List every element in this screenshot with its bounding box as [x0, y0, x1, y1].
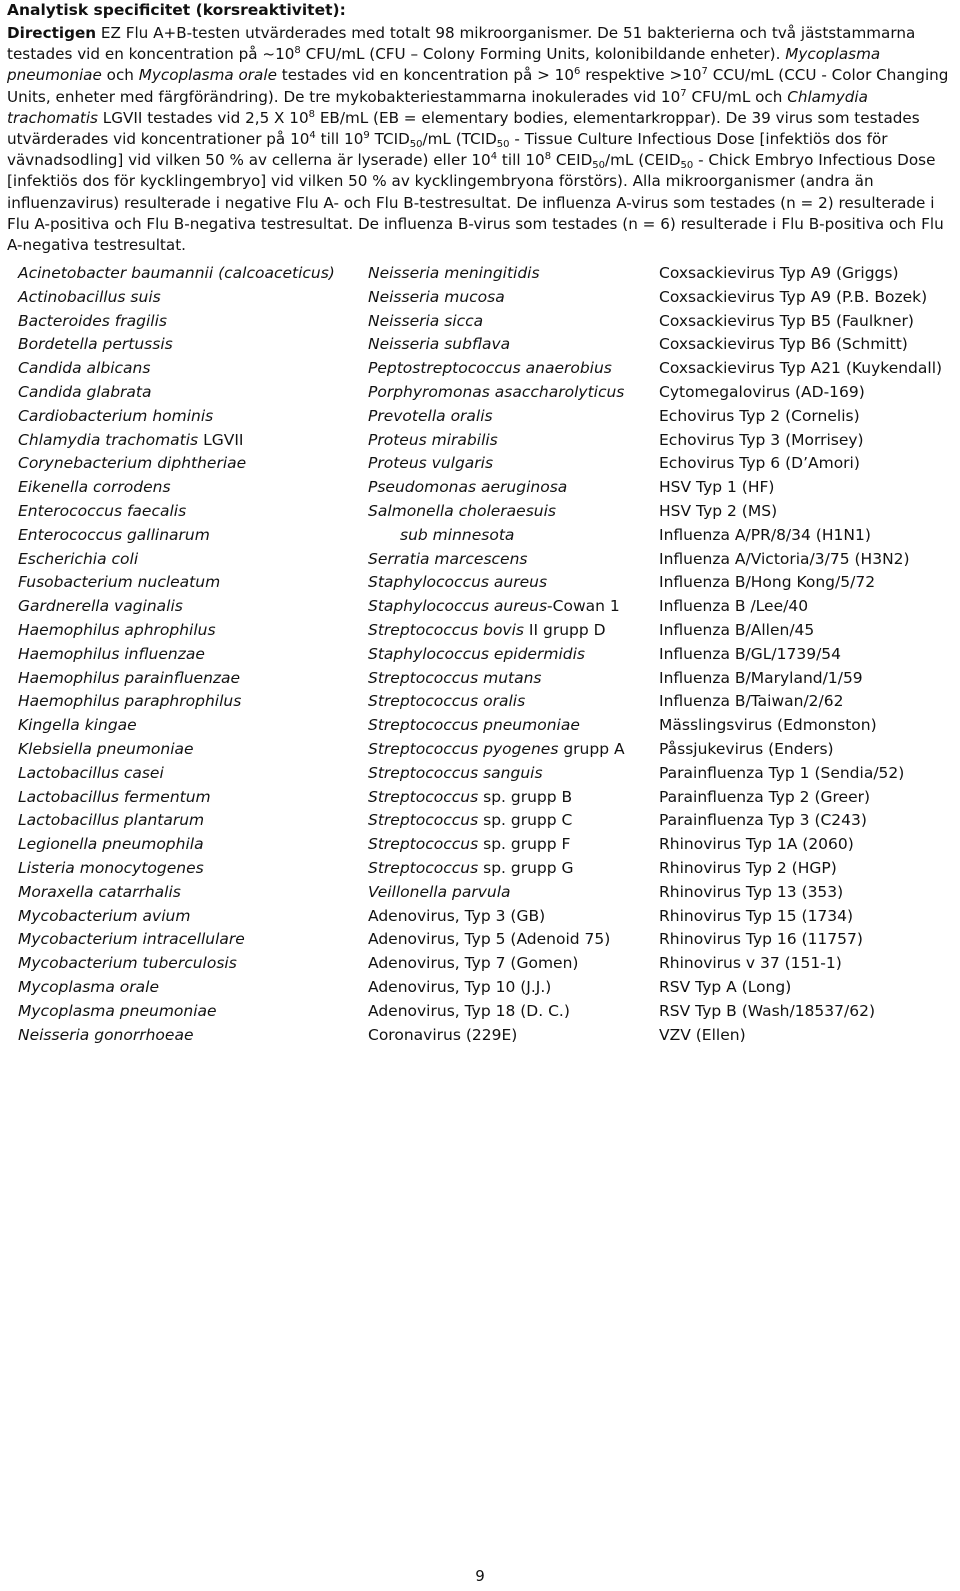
organism-name-segment: Adenovirus, Typ 10 (J.J.)	[368, 977, 552, 996]
intro-text-run: 50	[409, 139, 423, 151]
intro-text-run: LGVII testades vid 2,5 X 10	[97, 108, 309, 127]
organism-name-segment: Haemophilus influenzae	[18, 644, 205, 663]
organism-name-segment: Parainfluenza Typ 2 (Greer)	[659, 787, 871, 806]
organism-name-segment: Påssjukevirus (Enders)	[659, 739, 834, 758]
intro-text-run: till 10	[315, 130, 364, 149]
organism-item	[368, 643, 625, 667]
organism-name-segment: Lactobacillus casei	[18, 763, 164, 782]
organism-name-segment: Coxsackievirus Typ A9 (Griggs)	[659, 264, 899, 282]
organism-item	[659, 571, 942, 595]
organism-item	[659, 500, 942, 524]
organism-name-segment: sp. grupp B	[478, 787, 573, 806]
organism-name-segment: Streptococcus	[368, 858, 479, 877]
organism-item	[18, 952, 335, 976]
organism-item	[368, 1000, 625, 1024]
organism-column-1	[18, 262, 335, 1047]
organism-item	[18, 381, 335, 405]
intro-text-run: - Tissue Culture Infectious Dose [infektiös dos för vävnadsodling] vid vilken 50 % av cellerna är lyserade) eller 10	[7, 130, 888, 170]
organism-item	[18, 357, 335, 381]
organism-item	[368, 595, 625, 619]
organism-item	[18, 905, 335, 929]
organism-item	[659, 976, 942, 1000]
organism-item	[659, 1024, 942, 1048]
organism-item	[368, 381, 625, 405]
organism-item	[18, 571, 335, 595]
organism-item	[659, 524, 942, 548]
organism-name-segment: Coxsackievirus Typ B6 (Schmitt)	[659, 335, 908, 354]
organism-item	[368, 548, 625, 572]
intro-text-run: respektive >10	[580, 66, 702, 85]
organism-name-segment: Proteus vulgaris	[368, 454, 494, 473]
organism-item	[18, 619, 335, 643]
organism-name-segment: Enterococcus gallinarum	[18, 525, 210, 544]
organism-name-segment: Streptococcus	[368, 787, 479, 806]
organism-name-segment: Staphylococcus epidermidis	[368, 644, 585, 663]
organism-name-segment: Neisseria meningitidis	[368, 264, 540, 282]
organism-item	[659, 1000, 942, 1024]
organism-item	[368, 952, 625, 976]
organism-name-segment: Rhinovirus Typ 2 (HGP)	[659, 858, 837, 877]
organism-name-segment: Lactobacillus fermentum	[18, 787, 211, 806]
organism-item	[18, 643, 335, 667]
organism-item	[659, 619, 942, 643]
organism-item	[659, 881, 942, 905]
organism-name-segment: Mycoplasma orale	[18, 977, 159, 996]
organism-name-segment: Streptococcus pneumoniae	[368, 716, 580, 735]
organism-column-3	[659, 262, 942, 1047]
organism-item	[659, 595, 942, 619]
organism-name-segment: Cytomegalovirus (AD-169)	[659, 382, 865, 401]
organism-item	[659, 476, 942, 500]
organism-item	[368, 357, 625, 381]
organism-name-segment: Rhinovirus Typ 16 (11757)	[659, 930, 863, 949]
organism-name-segment: Klebsiella pneumoniae	[18, 739, 194, 758]
organism-name-segment: Bacteroides fragilis	[18, 311, 167, 330]
organism-item	[659, 452, 942, 476]
organism-item	[18, 1000, 335, 1024]
organism-item	[18, 714, 335, 738]
organism-name-segment: Coxsackievirus Typ B5 (Faulkner)	[659, 311, 914, 330]
organism-name-segment: -Cowan 1	[547, 597, 620, 616]
organism-name-segment: LGVII	[198, 430, 244, 449]
intro-paragraph	[7, 23, 953, 256]
organism-item	[18, 857, 335, 881]
organism-name-segment: VZV (Ellen)	[659, 1025, 746, 1044]
intro-text-run: 4	[490, 151, 498, 163]
organism-item	[659, 809, 942, 833]
organism-name-segment: Candida albicans	[18, 359, 151, 378]
organism-name-segment: Streptococcus pyogenes	[368, 739, 559, 758]
organism-item	[18, 928, 335, 952]
organism-item	[368, 619, 625, 643]
organism-item	[368, 809, 625, 833]
organism-name-segment: Streptococcus bovis	[368, 620, 524, 639]
intro-text-run: 6	[574, 66, 581, 78]
organism-name-segment: Escherichia coli	[18, 549, 139, 568]
organism-item	[659, 357, 942, 381]
organism-name-segment: Pseudomonas aeruginosa	[368, 478, 568, 497]
organism-name-segment: Candida glabrata	[18, 382, 152, 401]
organism-name-segment: Influenza B/Maryland/1/59	[659, 668, 863, 687]
organism-item	[368, 571, 625, 595]
organism-item	[659, 690, 942, 714]
organism-item	[18, 405, 335, 429]
organism-name-segment: Fusobacterium nucleatum	[18, 573, 221, 592]
organism-item	[18, 595, 335, 619]
organism-item	[368, 976, 625, 1000]
organism-name-segment: RSV Typ B (Wash/18537/62)	[659, 1001, 875, 1020]
intro-text-run: CFU/mL och	[686, 87, 788, 106]
organism-item	[18, 476, 335, 500]
organism-name-segment: Peptostreptococcus anaerobius	[368, 359, 612, 378]
organism-item	[659, 714, 942, 738]
organism-name-segment: Rhinovirus Typ 15 (1734)	[659, 906, 854, 925]
organism-item	[368, 928, 625, 952]
organism-name-segment: Serratia marcescens	[368, 549, 528, 568]
organism-item	[18, 809, 335, 833]
organism-item	[368, 881, 625, 905]
organism-name-segment: sub minnesota	[400, 525, 515, 544]
organism-item	[659, 429, 942, 453]
organism-name-segment: HSV Typ 1 (HF)	[659, 478, 775, 497]
organism-name-segment: Adenovirus, Typ 18 (D. C.)	[368, 1001, 570, 1020]
organism-name-segment: Eikenella corrodens	[18, 478, 171, 497]
organism-name-segment: Influenza B/Allen/45	[659, 620, 815, 639]
organism-item	[18, 500, 335, 524]
organism-item	[368, 833, 625, 857]
organism-item	[659, 548, 942, 572]
intro-text-run: Mycoplasma pneumoniae	[7, 45, 881, 85]
organism-name-segment: Rhinovirus v 37 (151-1)	[659, 954, 842, 973]
organism-name-segment: sp. grupp F	[478, 835, 571, 854]
intro-text-run: 8	[294, 45, 301, 57]
organism-item	[18, 833, 335, 857]
organism-name-segment: Salmonella choleraesuis	[368, 501, 556, 520]
organism-name-segment: Adenovirus, Typ 7 (Gomen)	[368, 954, 579, 973]
intro-text-run: 50	[680, 160, 694, 172]
organism-item	[659, 405, 942, 429]
organism-name-segment: Haemophilus paraphrophilus	[18, 692, 242, 711]
intro-text-run: Directigen	[7, 24, 97, 42]
organism-item	[18, 881, 335, 905]
organism-item	[18, 690, 335, 714]
organism-item	[659, 381, 942, 405]
organism-name-segment: HSV Typ 2 (MS)	[659, 501, 778, 520]
organism-item	[368, 262, 625, 286]
organism-name-segment: Cardiobacterium hominis	[18, 406, 214, 425]
organism-name-segment: Proteus mirabilis	[368, 430, 498, 449]
organism-name-segment: Staphylococcus aureus	[368, 573, 548, 592]
organism-item	[18, 976, 335, 1000]
organism-name-segment: Streptococcus	[368, 835, 479, 854]
organism-name-segment: Parainfluenza Typ 1 (Sendia/52)	[659, 763, 905, 782]
organism-item	[659, 952, 942, 976]
intro-text-run: 9	[363, 130, 370, 142]
organism-item	[18, 667, 335, 691]
organism-name-segment: Legionella pneumophila	[18, 835, 204, 854]
organism-name-segment: Prevotella oralis	[368, 406, 493, 425]
organism-item	[368, 905, 625, 929]
intro-text-run: /mL (CEID	[605, 151, 681, 170]
organism-name-segment: Haemophilus parainfluenzae	[18, 668, 241, 687]
organism-name-segment: Neisseria mucosa	[368, 287, 505, 306]
organism-name-segment: Adenovirus, Typ 5 (Adenoid 75)	[368, 930, 611, 949]
intro-text-run: /mL (TCID	[422, 130, 497, 149]
organism-name-segment: Actinobacillus suis	[18, 287, 161, 306]
organism-name-segment: Streptococcus oralis	[368, 692, 526, 711]
organism-name-segment: Porphyromonas asaccharolyticus	[368, 382, 625, 401]
intro-text-run: Chlamydia trachomatis	[7, 87, 868, 127]
organism-name-segment: Enterococcus faecalis	[18, 501, 187, 520]
organism-name-segment: Influenza A/PR/8/34 (H1N1)	[659, 525, 871, 544]
organism-item	[368, 1024, 625, 1048]
intro-text-run: CCU/mL (CCU - Color Changing Units, enheter med färgförändring). De tre mykobakteriestammarna inokulerades vid 10	[7, 66, 949, 106]
organism-item	[368, 476, 625, 500]
organism-name-segment: Streptococcus sanguis	[368, 763, 543, 782]
organism-name-segment: Influenza A/Victoria/3/75 (H3N2)	[659, 549, 910, 568]
organism-name-segment: Neisseria gonorrhoeae	[18, 1025, 194, 1044]
organism-name-segment: Adenovirus, Typ 3 (GB)	[368, 906, 546, 925]
organism-name-segment: Kingella kingae	[18, 716, 137, 735]
organism-name-segment: sp. grupp C	[478, 811, 573, 830]
organism-item	[368, 786, 625, 810]
intro-text-run: CEID	[551, 151, 593, 170]
organism-name-segment: Lactobacillus plantarum	[18, 811, 205, 830]
organism-item	[18, 738, 335, 762]
organism-item	[368, 762, 625, 786]
organism-name-segment: Mycoplasma pneumoniae	[18, 1001, 217, 1020]
organism-item	[368, 452, 625, 476]
organism-name-segment: Bordetella pertussis	[18, 335, 173, 354]
organism-name-segment: Parainfluenza Typ 3 (C243)	[659, 811, 867, 830]
organism-item	[659, 762, 942, 786]
organism-name-segment: Coxsackievirus Typ A9 (P.B. Bozek)	[659, 287, 928, 306]
organism-name-segment: Mycobacterium intracellulare	[18, 930, 245, 949]
organism-item	[659, 310, 942, 334]
organism-name-segment: Echovirus Typ 2 (Cornelis)	[659, 406, 860, 425]
organism-column-2	[368, 262, 625, 1047]
organism-name-segment: Mycobacterium avium	[18, 906, 191, 925]
organism-item	[368, 690, 625, 714]
organism-name-segment: Streptococcus	[368, 811, 479, 830]
organism-item	[368, 286, 625, 310]
organism-item	[368, 857, 625, 881]
organism-name-segment: Influenza B /Lee/40	[659, 597, 809, 616]
organism-name-segment: grupp A	[558, 739, 625, 758]
organism-name-segment: Coronavirus (229E)	[368, 1025, 518, 1044]
intro-text-run: 4	[309, 130, 316, 142]
organism-name-segment: Chlamydia trachomatis	[18, 430, 199, 449]
organism-item	[18, 762, 335, 786]
intro-text-run: TCID	[369, 130, 410, 149]
organism-item	[368, 333, 625, 357]
organism-name-segment: Haemophilus aphrophilus	[18, 620, 216, 639]
intro-text-run: CFU/mL (CFU – Colony Forming Units, kolonibildande enheter).	[300, 45, 786, 64]
organism-item	[659, 667, 942, 691]
organism-name-segment: Influenza B/Taiwan/2/62	[659, 692, 844, 711]
organism-name-segment: Moraxella catarrhalis	[18, 882, 181, 901]
organism-item	[368, 405, 625, 429]
organism-item	[368, 524, 625, 548]
organism-item	[368, 429, 625, 453]
organism-name-segment: Echovirus Typ 3 (Morrisey)	[659, 430, 864, 449]
intro-text-run: 7	[701, 66, 708, 78]
organism-item	[659, 262, 942, 286]
organism-name-segment: Corynebacterium diphtheriae	[18, 454, 247, 473]
organism-item	[659, 643, 942, 667]
organism-item	[368, 310, 625, 334]
organism-item	[18, 310, 335, 334]
intro-text-run: - Chick Embryo Infectious Dose [infektiös dos för kycklingembryo] vid vilken 50 % av kycklingembryona förstörs). Alla mikroorganismer (andra än influenzavirus) resulterade i negative Flu A- och Flu B-testresultat. De influenza A-virus som testades (n = 2) resulterade i Flu A-positiva och Flu B-negativa testresultat. De influenza B-virus som testades (n = 6) resulterade i Flu B-positiva och Flu A-negativa testresultat.	[7, 151, 944, 255]
intro-text-run: 50	[496, 139, 510, 151]
organism-item	[18, 786, 335, 810]
intro-text-run: och	[101, 66, 139, 85]
organism-name-segment: Coxsackievirus Typ A21 (Kuykendall)	[659, 359, 943, 378]
intro-text-run: testades vid en koncentration på > 10	[276, 66, 574, 85]
organism-item	[368, 667, 625, 691]
organism-name-segment: Influenza B/Hong Kong/5/72	[659, 573, 876, 592]
organism-item	[368, 714, 625, 738]
organism-name-segment: Staphylococcus aureus	[368, 597, 548, 616]
organism-name-segment: Veillonella parvula	[368, 882, 511, 901]
organism-name-segment: Neisseria sicca	[368, 311, 484, 330]
organism-name-segment: Echovirus Typ 6 (D’Amori)	[659, 454, 860, 473]
organism-name-segment: Gardnerella vaginalis	[18, 597, 183, 616]
organism-name-segment: sp. grupp G	[478, 858, 574, 877]
organism-item	[18, 262, 335, 286]
intro-text-run: Mycoplasma orale	[138, 66, 277, 85]
organism-item	[18, 1024, 335, 1048]
intro-text-run: 8	[544, 151, 552, 163]
organism-item	[659, 786, 942, 810]
organism-item	[368, 738, 625, 762]
organism-item	[659, 905, 942, 929]
organism-name-segment: Listeria monocytogenes	[18, 858, 204, 877]
organism-name-segment: Influenza B/GL/1739/54	[659, 644, 842, 663]
organism-item	[18, 333, 335, 357]
organism-name-segment: Neisseria subflava	[368, 335, 511, 354]
page-number: 9	[475, 1567, 485, 1585]
organism-item	[659, 286, 942, 310]
organism-item	[18, 429, 335, 453]
organism-item	[659, 928, 942, 952]
organism-name-segment: Rhinovirus Typ 13 (353)	[659, 882, 844, 901]
organism-item	[18, 524, 335, 548]
intro-text-run: EZ Flu A+B-testen utvärderades med totalt 98 mikroorganismer. De 51 bakterierna och två jäststammarna testades vid en koncentration på ~10	[7, 24, 916, 64]
section-heading: Analytisk specificitet (korsreaktivitet):	[7, 1, 346, 19]
organism-item	[18, 452, 335, 476]
intro-text-run: 8	[308, 108, 315, 120]
organism-item	[659, 857, 942, 881]
organism-item	[659, 833, 942, 857]
organism-name-segment: Streptococcus mutans	[368, 668, 542, 687]
organism-item	[18, 548, 335, 572]
organism-name-segment: Mycobacterium tuberculosis	[18, 954, 237, 973]
organism-item	[659, 738, 942, 762]
organism-name-segment: II grupp D	[523, 620, 606, 639]
organism-name-segment: Mässlingsvirus (Edmonston)	[659, 716, 877, 735]
intro-text-run: till 10	[497, 151, 545, 170]
intro-text-run: 50	[592, 160, 606, 172]
organism-item	[18, 286, 335, 310]
organism-item	[659, 333, 942, 357]
organism-name-segment: Acinetobacter baumannii (calcoaceticus)	[18, 264, 335, 282]
intro-text-run: 7	[680, 87, 687, 99]
organism-name-segment: Rhinovirus Typ 1A (2060)	[659, 835, 854, 854]
intro-text-run: EB/mL (EB = elementary bodies, elementarkroppar). De 39 virus som testades utvärderades vid koncentrationer på 10	[7, 108, 920, 149]
organism-name-segment: RSV Typ A (Long)	[659, 977, 792, 996]
organism-item	[368, 500, 625, 524]
